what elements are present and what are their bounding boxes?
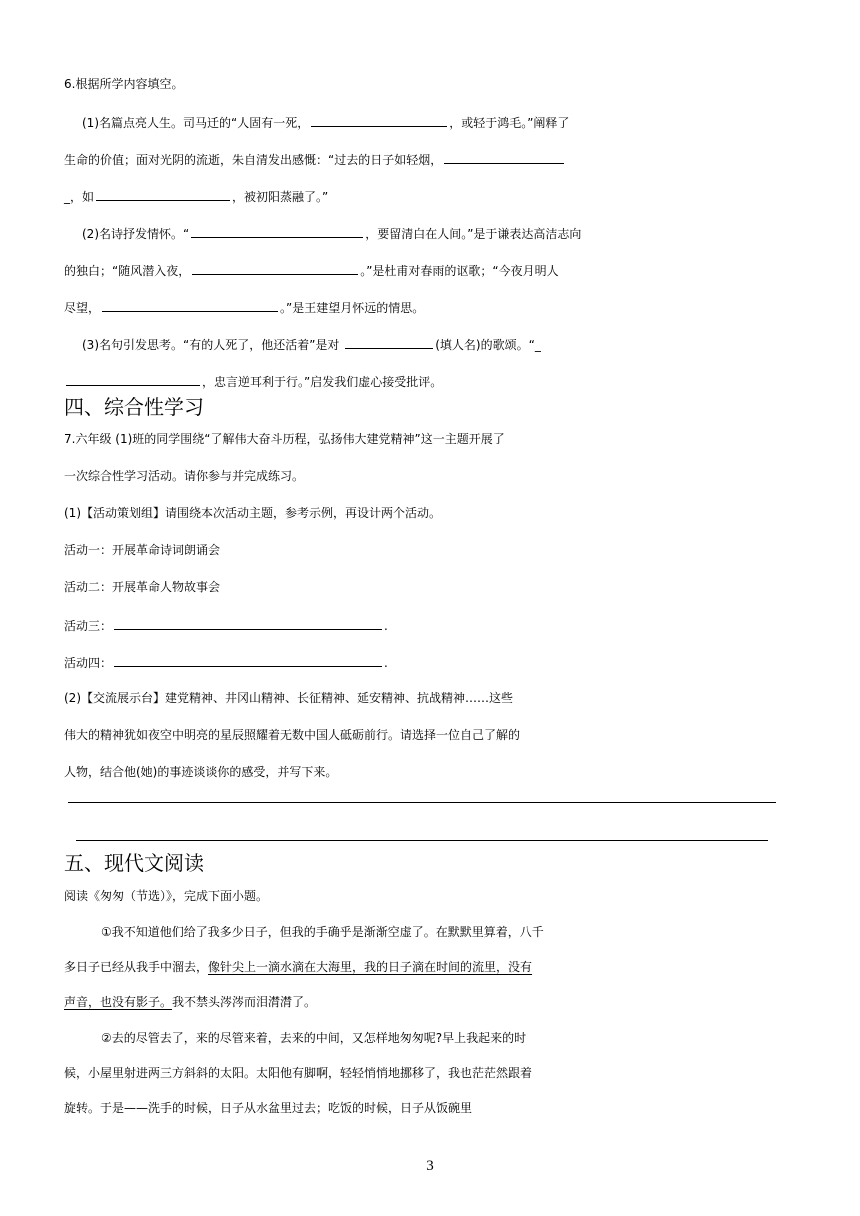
activity-3 [64,612,804,638]
activity-dot: . [384,619,388,633]
reading-para2-line3: 旋转。于是——洗手的时候，日子从水盆里过去；吃饭的时候，日子从饭碗里 [64,1101,473,1115]
underlined-sentence: 像针尖上一滴水滴在大海里，我的日子滴在时间的流里，没有 [208,960,533,974]
q7-part2-line1: (2)【交流展示台】建党精神、井冈山精神、长征精神、延安精神、抗战精神……这些 [64,691,514,705]
activity-1: 活动一：开展革命诗词朗诵会 [64,543,221,557]
reading-para1-line3 [64,990,804,1014]
q6-p2-text: 的独白；“随风潜入夜， [64,264,191,278]
answer-line[interactable] [68,802,776,803]
fill-blank[interactable] [191,220,363,238]
q6-p2-text: 。”是王建望月怀远的情思。 [280,301,425,315]
q6-p2-line1 [82,220,822,246]
q6-p2-line2 [64,257,804,283]
q6-p1-line2 [64,146,804,172]
page-number: 3 [426,1158,434,1174]
q7-line2: 一次综合性学习活动。请你参与并完成练习。 [64,469,305,483]
reading-text: 我不禁头涔涔而泪潸潸了。 [172,995,317,1009]
q7-part2-line3: 人物，结合他(她)的事迹谈谈你的感受，并写下来。 [64,765,338,779]
fill-blank[interactable] [345,331,433,349]
q6-p2-text: 尽望， [64,301,101,315]
q6-p3-text: (填人名)的歌颂。“_ [435,338,541,352]
activity-2: 活动二：开展革命人物故事会 [64,580,221,594]
fill-blank[interactable] [444,146,564,164]
reading-para1-line2 [64,955,804,979]
fill-blank[interactable] [114,649,382,667]
q6-p3-line1 [82,331,822,357]
q6-p2-text: (2)名诗抒发情怀。“ [82,227,190,241]
activity-dot: . [384,656,388,670]
q7-part2-line2: 伟大的精神犹如夜空中明亮的星辰照耀着无数中国人砥砺前行。请选择一位自己了解的 [64,728,521,742]
q6-p2-text: 。”是杜甫对春雨的讴歌；“今夜月明人 [360,264,559,278]
fill-blank[interactable] [66,368,200,386]
q6-p2-line3 [64,294,804,320]
answer-line[interactable] [76,840,768,841]
q7-line1: 7.六年级 (1)班的同学围绕“了解伟大奋斗历程，弘扬伟大建党精神”这一主题开展了 [64,432,505,446]
q6-p1-text: _，如 [64,190,95,204]
underlined-sentence: 声音，也没有影子。 [64,995,173,1009]
fill-blank[interactable] [102,294,278,312]
reading-para2-line1: ②去的尽管去了，来的尽管来着，去来的中间，又怎样地匆匆呢?早上我起来的时 [101,1031,527,1045]
q6-p1-text: ，或轻于鸿毛。”阐释了 [449,116,570,130]
q6-title: 6.根据所学内容填空。 [64,77,184,91]
section-heading: 四、综合性学习 [64,395,204,419]
q6-p3-text: (3)名句引发思考。“有的人死了，他还活着”是对 [82,338,344,352]
q6-p1-text: ，被初阳蒸融了。” [232,190,329,204]
reading-para2-line2: 候，小屋里射进两三方斜斜的太阳。太阳他有脚啊，轻轻悄悄地挪移了，我也茫茫然跟着 [64,1066,533,1080]
q6-p1-line3 [64,183,804,209]
fill-blank[interactable] [311,109,447,127]
activity-4 [64,649,804,675]
activity-label: 活动三： [64,619,113,633]
q7-part1: (1)【活动策划组】请围绕本次活动主题，参考示例，再设计两个活动。 [64,506,442,520]
fill-blank[interactable] [96,183,230,201]
q6-p3-text: ，忠言逆耳利于行。”启发我们虚心接受批评。 [202,375,443,389]
q6-p1-text: 生命的价值；面对光阴的流逝，朱自清发出感慨：“过去的日子如轻烟， [64,153,443,167]
q6-p1-text: (1)名篇点亮人生。司马迁的“人固有一死， [82,116,310,130]
section-heading: 五、现代文阅读 [64,851,204,875]
reading-intro: 阅读《匆匆（节选）》，完成下面小题。 [64,889,269,903]
q6-p2-text: ，要留清白在人间。”是于谦表达高洁志向 [365,227,582,241]
fill-blank[interactable] [114,612,382,630]
q6-p1-line1 [82,109,822,135]
activity-label: 活动四： [64,656,113,670]
q6-p3-line2 [64,368,804,394]
reading-para1-line1: ①我不知道他们给了我多少日子，但我的手确乎是渐渐空虚了。在默默里算着，八千 [101,925,544,939]
reading-text: 多日子已经从我手中溜去， [64,960,209,974]
fill-blank[interactable] [192,257,358,275]
